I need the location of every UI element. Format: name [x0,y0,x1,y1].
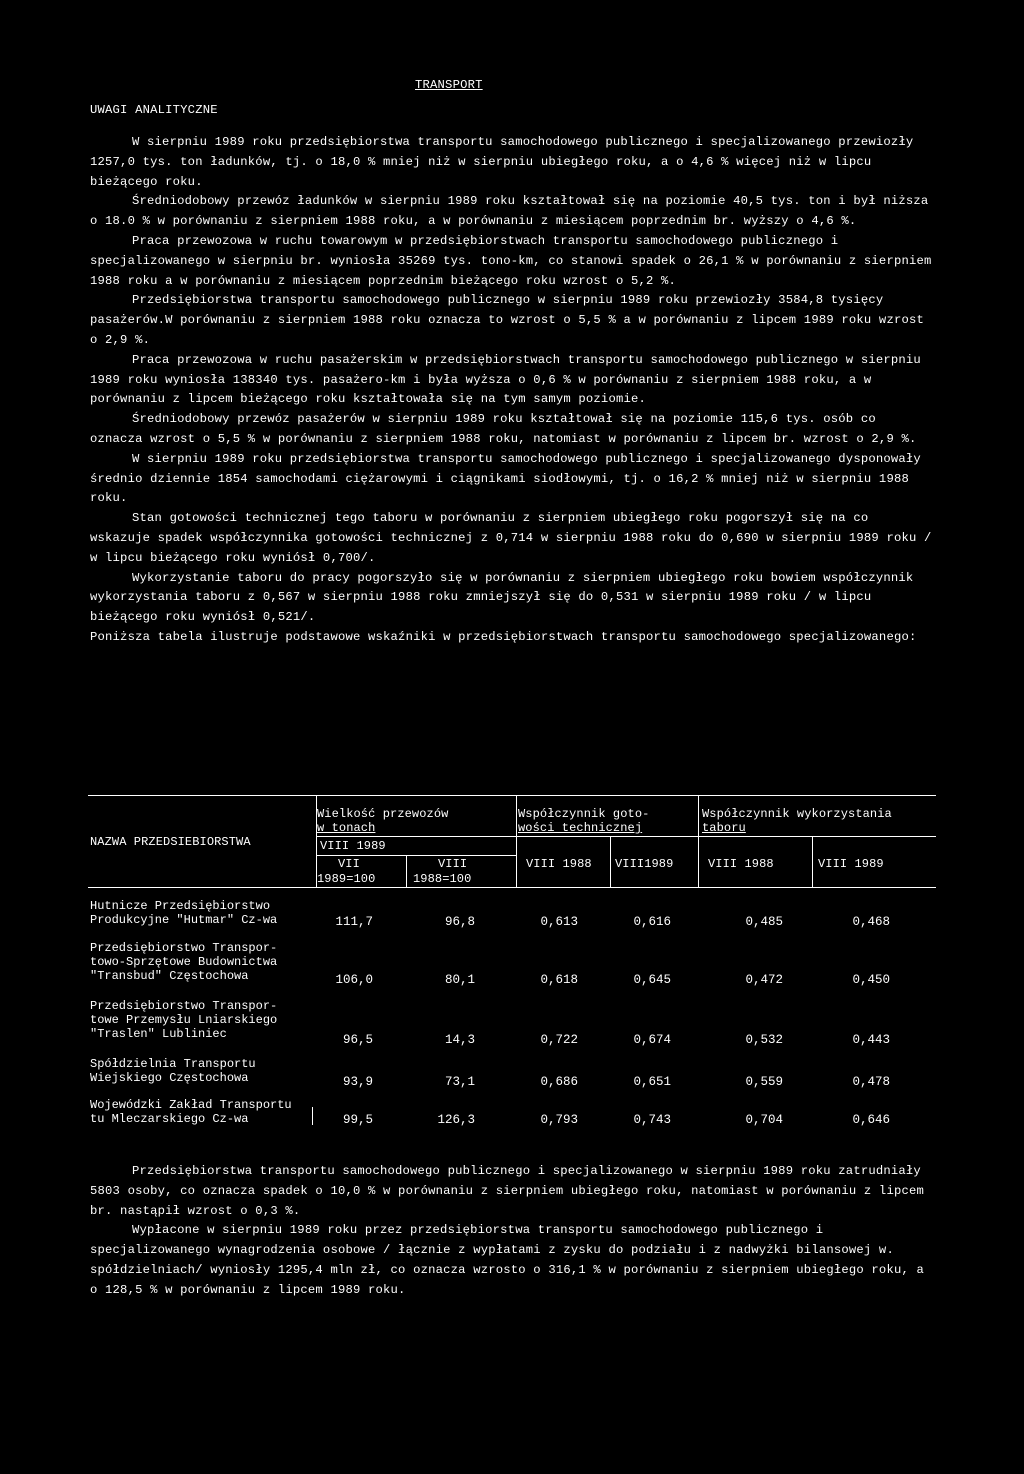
row-value: 0,686 [540,1075,578,1089]
paragraph: Przedsiębiorstwa transportu samochodowego publicznego w sierpniu 1989 roku przewiozły 3584,8 tysięcy pasażerów.W porównaniu z sierpniem 1988 roku oznacza to wzrost o 5,5 % a w porównaniu z lipcem 1989 roku wzrost o 2,9 %. [90,293,925,347]
table-rule [316,855,516,856]
paragraph: Stan gotowości technicznej tego taboru w porównaniu z sierpniem ubiegłego roku pogorszył się na co wskazuje spadek współczynnika gotowości technicznej z 0,714 w sierpniu 1988 roku do 0,690 w sierpniu 1989 roku / w lipcu bieżącego roku wyniósł 0,700/. [90,511,932,565]
text-block-bottom [90,1162,935,1301]
row-value: 93,9 [342,1075,373,1089]
row-value: 0,532 [745,1033,783,1047]
paragraph: Wypłacone w sierpniu 1989 roku przez przedsiębiorstwa transportu samochodowego publicznego i specjalizowanego wynagrodzenia osobowe / łącznie z wypłatami z zysku do podziału i z nadwyżki bilansowej w. spółdzielniach/ wyniosły 1295,4 mln zł, co oznacza wzrosto o 316,1 % w porównaniu z sierpniem ubiegłego roku, a o 128,5 % w porównaniu z lipcem 1989 roku. [90,1223,925,1297]
row-name: Hutnicze Przedsiębiorstwo Produkcyjne "Hutmar" Cz-wa [90,899,278,927]
row-value: 111,7 [335,915,373,929]
table-rule [406,855,407,887]
paragraph: Wykorzystanie taboru do pracy pogorszyło się w porównaniu z sierpniem ubiegłego roku bowiem współczynnik wykorzystania taboru z 0,567 w sierpniu 1988 roku zmniejszył się do 0,531 w sierpniu 1989 roku / w lipcu bieżącego roku wyniósł 0,521/. [90,570,914,625]
row-value: 80,1 [444,973,475,987]
indicators-table [88,795,936,1135]
row-value: 0,616 [633,915,671,929]
paragraph: Średniodobowy przewóz ładunków w sierpniu 1989 roku kształtował się na poziomie 40,5 tys. ton i był niższa o 18.0 % w porównaniu z sierpniem 1988 roku, a w porównaniu z miesiącem poprzednim br. wyższy o 4,6 %. [90,194,929,229]
paragraph: W sierpniu 1989 roku przedsiębiorstwa transportu samochodowego publicznego i specjalizowanego dysponowały średnio dziennie 1854 samochodami ciężarowymi i ciągnikami siodłowymi, tj. o 16,2 % mniej niż w sierpniu 1988 roku. [90,451,921,506]
table-rule [88,795,936,796]
row-name: Przedsiębiorstwo Transpor- towo-Sprzętowe Budownictwa "Transbud" Częstochowa [90,941,278,983]
col-subheader-use-a: VIII 1988 [708,857,774,871]
table-rule [88,887,936,888]
table-rule [812,836,813,887]
row-value: 106,0 [335,973,373,987]
row-value: 0,743 [633,1113,671,1127]
col-subheader-size-b1: VIII [438,857,468,871]
row-value: 0,722 [540,1033,578,1047]
table-rule [610,836,611,887]
row-value: 0,472 [745,973,783,987]
row-value: 96,5 [342,1033,373,1047]
paragraph: Poniższa tabela ilustruje podstawowe wskaźniki w przedsiębiorstwach transportu samochodowego specjalizowanego: [90,629,917,644]
col-subheader-ready-b: VIII1989 [615,857,674,871]
col-subheader-use-b: VIII 1989 [818,857,884,871]
paragraph: Praca przewozowa w ruchu towarowym w przedsiębiorstwach transportu samochodowego publicznego i specjalizowanego w sierpniu br. wyniosła 35269 tys. tono-km, co stanowi spadek o 26,1 % w porównaniu z sierpniem 1988 roku a w porównaniu z miesiącem poprzednim bieżącego roku wzrost o 5,2 %. [90,233,932,288]
row-value: 0,613 [540,915,578,929]
row-value: 99,5 [342,1113,373,1127]
paragraph: Przedsiębiorstwa transportu samochodowego publicznego i specjalizowanego w sierpniu 1989 roku zatrudniały 5803 osoby, co oznacza spadek o 10,0 % w porównaniu z sierpniem ubiegłego roku, natomiast w porównaniu z lipcem br. nastąpił wzrost o 0,3 %. [90,1164,925,1218]
col-header-use: Współczynnik wykorzystania [702,807,892,821]
table-rule [698,795,699,887]
col-header-ready: Współczynnik goto- [518,807,650,821]
row-value: 14,3 [444,1033,475,1047]
row-value: 0,618 [540,973,578,987]
row-value: 96,8 [444,915,475,929]
row-name: Spółdzielnia Transportu Wiejskiego Częstochowa [90,1057,256,1085]
col-subheader-size-a1: VII [338,857,360,871]
row-name: Przedsiębiorstwo Transpor- towe Przemysłu Lniarskiego "Traslen" Lubliniec [90,999,278,1041]
row-value: 126,3 [437,1113,475,1127]
section-title: TRANSPORT [415,78,483,92]
col-header-size: Wielkość przewozów [317,807,449,821]
col-header-size-2: w tonach [317,821,376,835]
row-value: 0,651 [633,1075,671,1089]
paragraph: Średniodobowy przewóz pasażerów w sierpniu 1989 roku kształtował się na poziomie 115,6 tys. osób co oznacza wzrost o 5,5 % w porównaniu z sierpniem 1988 roku, natomiast w porównaniu z lipcem br. wzrost o 2,9 %. [90,412,917,446]
table-rule [312,1107,313,1125]
col-subheader-ready-a: VIII 1988 [526,857,592,871]
table-rule [316,836,936,837]
row-value: 0,704 [745,1113,783,1127]
col-subheader-size-a2: 1989=100 [317,872,376,886]
row-name: Wojewódzki Zakład Transportu tu Mleczarskiego Cz-wa [90,1098,292,1126]
col-header-use-2: taboru [702,821,746,835]
col-subheader-size-b2: 1988=100 [413,872,472,886]
table-rule [516,795,517,887]
row-value: 73,1 [444,1075,475,1089]
row-value: 0,645 [633,973,671,987]
page-heading: UWAGI ANALITYCZNE [90,103,218,117]
row-value: 0,559 [745,1075,783,1089]
row-value: 0,478 [852,1075,890,1089]
paragraph: Praca przewozowa w ruchu pasażerskim w przedsiębiorstwach transportu samochodowego publicznego w sierpniu 1989 roku wyniosła 138340 tys. pasażero-km i była wyższa o 0,6 % w porównaniu z sierpniem 1988 roku, a w porównaniu z lipcem bieżącego roku kształtowała się na tym samym poziomie. [90,352,921,407]
row-value: 0,468 [852,915,890,929]
row-value: 0,450 [852,973,890,987]
col-subheader-size: VIII 1989 [320,839,386,853]
paragraph: W sierpniu 1989 roku przedsiębiorstwa transportu samochodowego publicznego i specjalizowanego przewiozły 1257,0 tys. ton ładunków, tj. o 18,0 % mniej niż w sierpniu ubiegłego roku, a o 4,6 % więcej niż w lipcu bieżącego roku. [90,135,914,189]
row-value: 0,646 [852,1113,890,1127]
col-header-ready-2: wości technicznej [518,821,643,835]
col-header-name: NAZWA PRZEDSIEBIORSTWA [90,835,251,849]
row-value: 0,674 [633,1033,671,1047]
row-value: 0,793 [540,1113,578,1127]
text-block-top [90,133,935,648]
row-value: 0,443 [852,1033,890,1047]
row-value: 0,485 [745,915,783,929]
